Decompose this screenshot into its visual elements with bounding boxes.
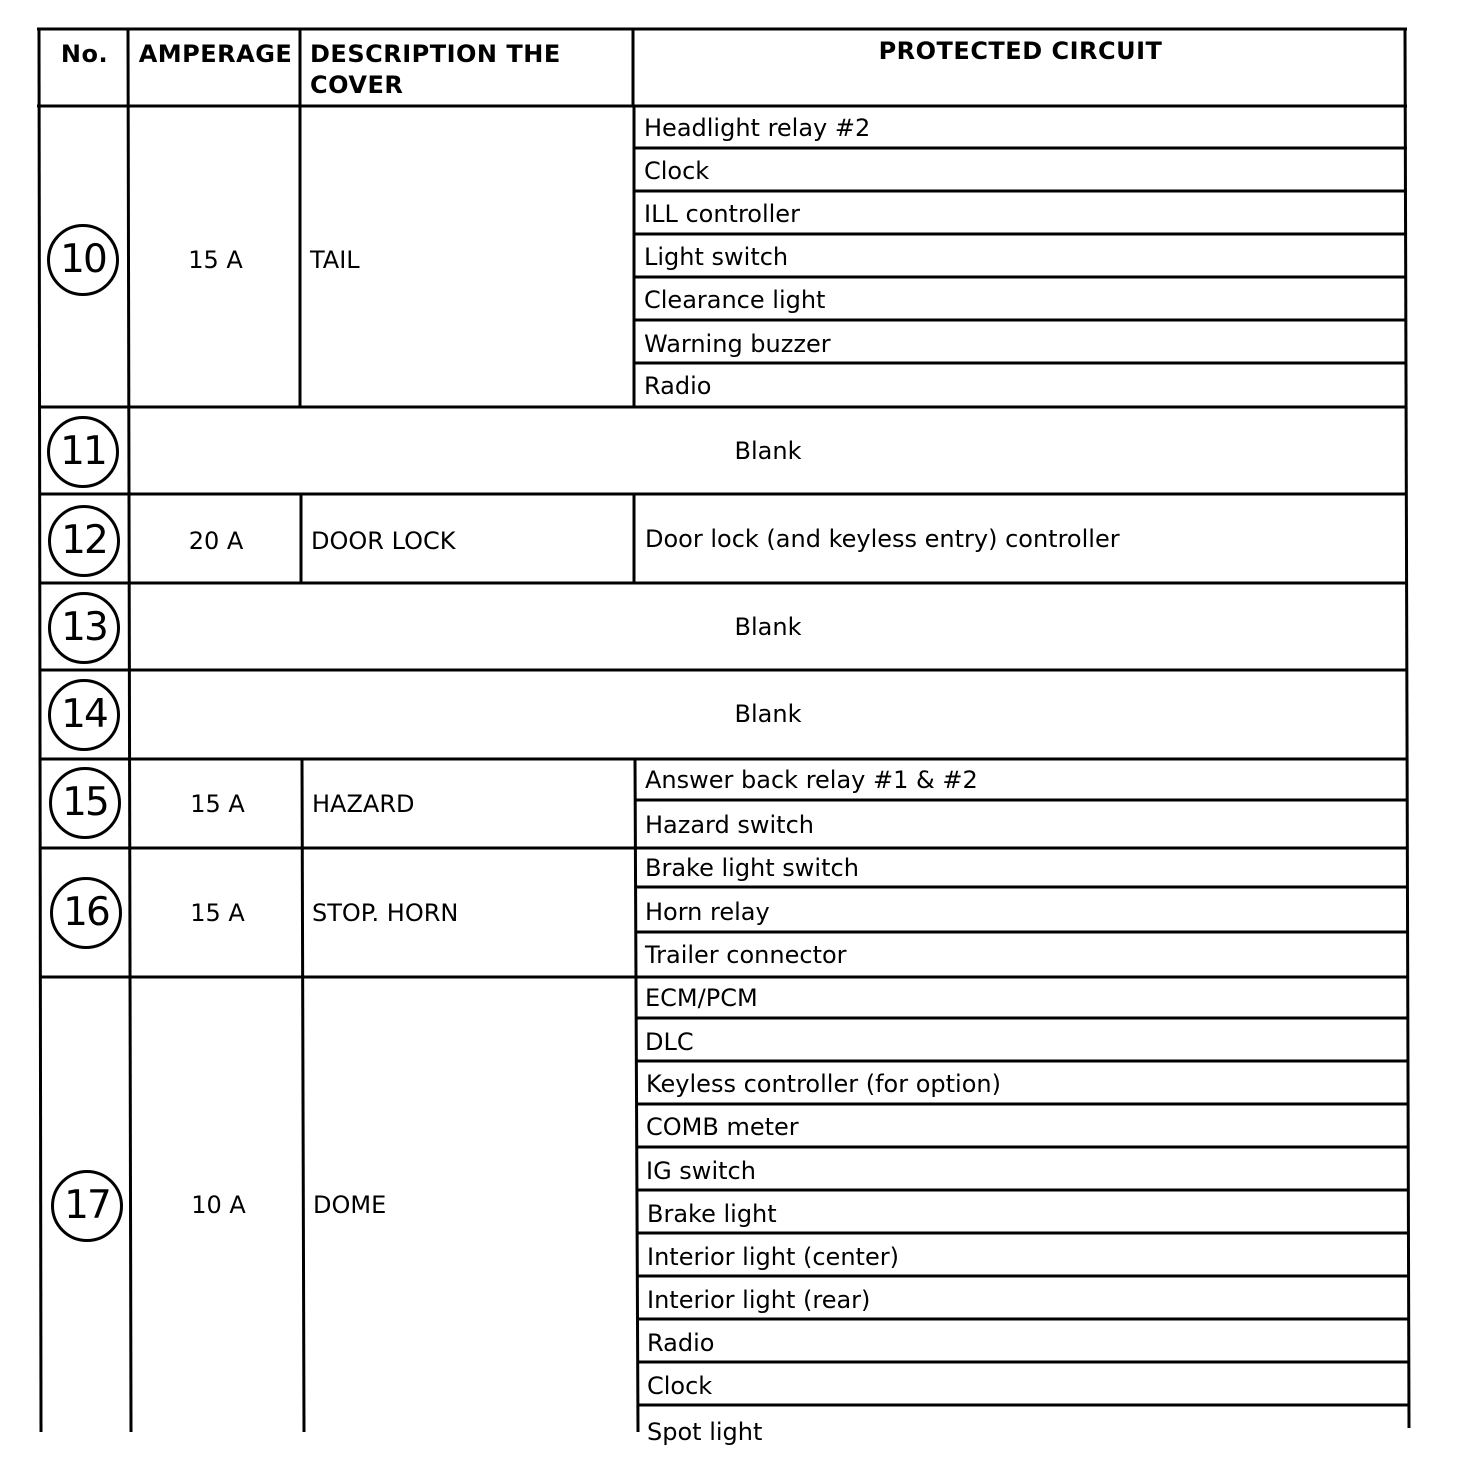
circuit-item: ILL controller (644, 200, 800, 228)
blank-label: Blank (734, 613, 802, 641)
description-value: TAIL (310, 246, 360, 274)
fuse-number-badge: 16 (50, 877, 122, 949)
amperage-value: 15 A (190, 899, 245, 927)
circuit-item: Keyless controller (for option) (646, 1070, 1001, 1098)
circuit-item: Radio (644, 372, 712, 400)
amperage-value: 15 A (190, 790, 245, 818)
circuit-item: Trailer connector (645, 941, 847, 969)
description-value: HAZARD (312, 790, 415, 818)
fuse-number-badge: 10 (47, 224, 119, 296)
circuit-item: Spot light (647, 1418, 763, 1446)
circuit-item: Hazard switch (645, 811, 814, 839)
circuit-item: Light switch (644, 243, 789, 271)
circuit-item: Interior light (rear) (647, 1286, 871, 1314)
circuit-item: Interior light (center) (647, 1243, 899, 1271)
fuse-number-badge: 11 (47, 416, 119, 488)
fuse-number-badge: 12 (48, 505, 120, 577)
description-value: DOME (313, 1191, 387, 1219)
circuit-item: Clock (644, 157, 710, 185)
fuse-number-badge: 15 (49, 767, 121, 839)
fuse-number-badge: 14 (48, 679, 120, 751)
amperage-value: 10 A (191, 1191, 246, 1219)
header-amperage: AMPERAGE (138, 40, 293, 68)
fuse-number-badge: 13 (48, 592, 120, 664)
circuit-item: Brake light (647, 1200, 777, 1228)
amperage-value: 15 A (188, 246, 243, 274)
circuit-item: Horn relay (645, 898, 770, 926)
header-description: DESCRIPTION THE COVER (310, 40, 561, 99)
circuit-item: Door lock (and keyless entry) controller (645, 525, 1120, 553)
header-protected-circuit: PROTECTED CIRCUIT (878, 37, 1163, 65)
circuit-item: Clock (647, 1372, 713, 1400)
description-value: STOP. HORN (312, 899, 459, 927)
circuit-item: Radio (647, 1329, 715, 1357)
circuit-item: Answer back relay #1 & #2 (645, 766, 978, 794)
amperage-value: 20 A (188, 527, 244, 555)
circuit-item: Brake light switch (645, 854, 859, 882)
fuse-number-badge: 17 (51, 1170, 123, 1242)
circuit-item: COMB meter (646, 1113, 799, 1141)
blank-label: Blank (734, 437, 802, 465)
circuit-item: Clearance light (644, 286, 826, 314)
blank-label: Blank (734, 700, 802, 728)
circuit-item: IG switch (646, 1157, 756, 1185)
circuit-item: ECM/PCM (645, 984, 758, 1012)
circuit-item: Warning buzzer (644, 330, 831, 358)
description-value: DOOR LOCK (311, 527, 456, 555)
circuit-item: Headlight relay #2 (644, 114, 871, 142)
header-no: No. (60, 40, 109, 68)
circuit-item: DLC (645, 1028, 694, 1056)
